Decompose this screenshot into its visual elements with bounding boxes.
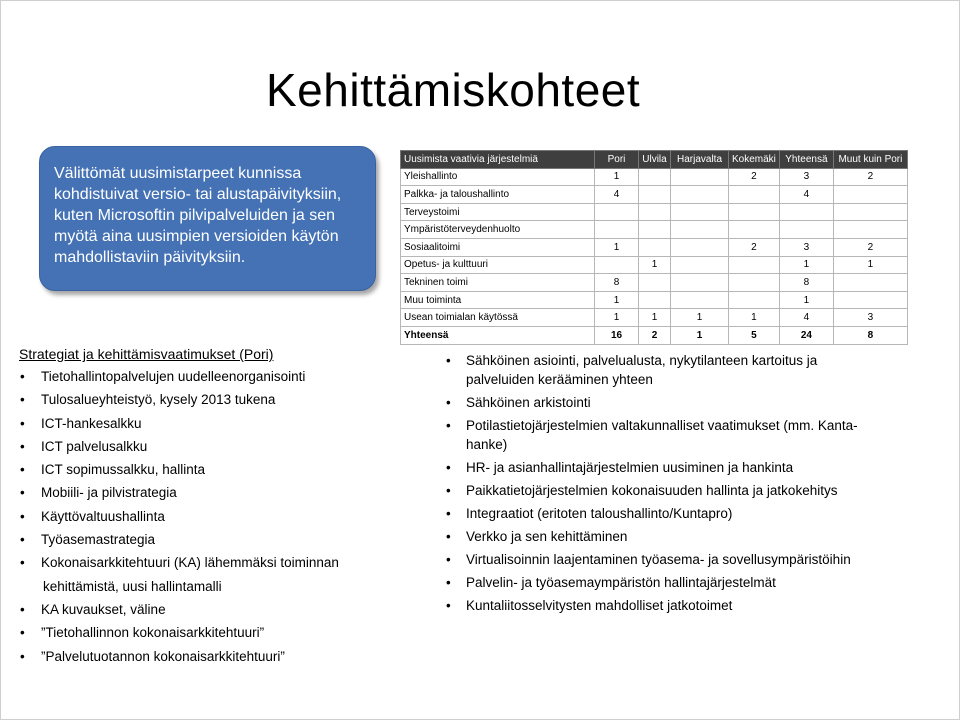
value-cell <box>671 274 729 292</box>
value-cell <box>779 203 833 221</box>
value-cell: 1 <box>595 291 639 309</box>
value-cell: 1 <box>671 309 729 327</box>
table-row <box>401 274 908 292</box>
development-item-line: Sähköinen asiointi, palvelualusta, nykytilanteen kartoitus ja <box>466 353 818 368</box>
value-cell <box>671 203 729 221</box>
strategy-item <box>19 578 339 601</box>
strategy-item <box>19 461 339 484</box>
bullet-icon: • <box>20 438 25 454</box>
strategy-item-text: Käyttövaltuushallinta <box>41 508 165 524</box>
development-item <box>446 416 858 454</box>
value-cell: 4 <box>779 309 833 327</box>
total-label-cell: Yhteensä <box>401 326 595 344</box>
table-row <box>401 221 908 239</box>
value-cell <box>833 203 907 221</box>
value-cell <box>639 203 671 221</box>
callout-line: kohdistuivat versio- tai alustapäivityksiin, <box>54 186 342 203</box>
strategy-item <box>19 508 339 531</box>
row-label-cell: Muu toiminta <box>401 291 595 309</box>
strategy-item <box>19 391 339 414</box>
bullet-icon: • <box>446 418 451 433</box>
strategy-item-text: ICT sopimussalkku, hallinta <box>41 462 206 478</box>
value-cell: 1 <box>595 168 639 186</box>
value-cell: 2 <box>833 238 907 256</box>
value-cell <box>639 291 671 309</box>
strategy-item <box>19 368 339 391</box>
table-header-cell: Yhteensä <box>779 151 833 169</box>
value-cell: 3 <box>779 238 833 256</box>
bullet-icon: • <box>20 415 25 431</box>
value-cell <box>639 274 671 292</box>
value-cell: 1 <box>639 309 671 327</box>
table-header-cell: Pori <box>595 151 639 169</box>
value-cell <box>671 238 729 256</box>
bullet-icon: • <box>446 552 451 567</box>
table-row <box>401 238 908 256</box>
value-cell: 2 <box>833 168 907 186</box>
value-cell <box>729 221 780 239</box>
value-cell: 2 <box>729 168 780 186</box>
table-row <box>401 291 908 309</box>
strategy-item-text: Mobiili- ja pilvistrategia <box>41 485 177 501</box>
strategy-item-text: ICT-hankesalkku <box>41 415 142 431</box>
value-cell <box>639 221 671 239</box>
row-label-cell: Palkka- ja taloushallinto <box>401 186 595 204</box>
strategy-item <box>19 648 339 671</box>
table-row <box>401 203 908 221</box>
development-item-line: Potilastietojärjestelmien valtakunnalliset vaatimukset (mm. Kanta- <box>466 418 858 433</box>
strategy-item-text: Tietohallintopalvelujen uudelleenorganisointi <box>41 369 306 384</box>
value-cell: 1 <box>639 256 671 274</box>
value-cell: 8 <box>779 274 833 292</box>
value-cell <box>671 256 729 274</box>
table-row <box>401 186 908 204</box>
bullet-icon: • <box>20 462 25 478</box>
bullet-icon: • <box>446 529 451 544</box>
development-item <box>446 573 858 592</box>
value-cell <box>833 291 907 309</box>
value-cell <box>639 186 671 204</box>
strategy-item-text: ”Tietohallinnon kokonaisarkkitehtuuri” <box>41 625 265 641</box>
development-item-line: Verkko ja sen kehittäminen <box>466 529 628 544</box>
bullet-icon: • <box>446 395 451 410</box>
value-cell <box>639 238 671 256</box>
development-item <box>446 351 858 389</box>
development-item <box>446 596 858 615</box>
strategy-item <box>19 554 339 577</box>
total-value-cell: 8 <box>833 326 907 344</box>
strategy-item <box>19 415 339 438</box>
value-cell <box>729 203 780 221</box>
value-cell: 2 <box>729 238 780 256</box>
row-label-cell: Opetus- ja kulttuuri <box>401 256 595 274</box>
total-value-cell: 16 <box>595 326 639 344</box>
development-item <box>446 504 858 523</box>
strategy-item-text: ICT palvelusalkku <box>41 438 148 454</box>
row-label-cell: Usean toimialan käytössä <box>401 309 595 327</box>
bullet-icon: • <box>20 392 25 408</box>
callout-box <box>39 146 376 291</box>
development-item-line: Sähköinen arkistointi <box>466 395 591 410</box>
strategy-item-text: ”Palvelutuotannon kokonaisarkkitehtuuri” <box>41 648 285 664</box>
bullet-icon: • <box>20 532 25 548</box>
strategies-list <box>19 368 339 671</box>
callout-line: mahdollistaviin päivityksiin. <box>54 249 246 266</box>
row-label-cell: Yleishallinto <box>401 168 595 186</box>
development-item <box>446 527 858 546</box>
strategy-item <box>19 531 339 554</box>
development-item-line: Integraatiot (eritoten taloushallinto/Kuntapro) <box>466 506 733 521</box>
development-item-line: Palvelin- ja työasemaympäristön hallintajärjestelmät <box>466 575 776 590</box>
value-cell <box>595 256 639 274</box>
value-cell <box>671 168 729 186</box>
bullet-icon: • <box>20 555 25 571</box>
development-item <box>446 550 858 569</box>
development-item-line: HR- ja asianhallintajärjestelmien uusiminen ja hankinta <box>466 460 794 475</box>
value-cell: 1 <box>595 238 639 256</box>
development-item <box>446 393 858 412</box>
value-cell <box>833 274 907 292</box>
development-list <box>446 351 858 619</box>
value-cell: 1 <box>779 256 833 274</box>
slide-title: Kehittämiskohteet <box>266 64 641 116</box>
value-cell <box>729 186 780 204</box>
total-value-cell: 24 <box>779 326 833 344</box>
strategy-item-text: Kokonaisarkkitehtuuri (KA) lähemmäksi toiminnan <box>41 555 339 571</box>
value-cell <box>833 221 907 239</box>
systems-table <box>400 150 908 345</box>
development-item-line: Kuntaliitosselvitysten mahdolliset jatkotoimet <box>466 598 733 613</box>
strategy-item-text: Tulosalueyhteistyö, kysely 2013 tukena <box>41 392 276 408</box>
value-cell <box>595 221 639 239</box>
value-cell <box>729 274 780 292</box>
strategy-item <box>19 484 339 507</box>
table-header-cell: Uusimista vaativia järjestelmiä <box>401 151 595 169</box>
total-value-cell: 1 <box>671 326 729 344</box>
callout-line: kuten Microsoftin pilvipalveluiden ja sen <box>54 207 336 224</box>
value-cell <box>779 221 833 239</box>
development-item-line: palveluiden kerääminen yhteen <box>466 372 653 387</box>
table-total-row <box>401 326 908 344</box>
table-header-cell: Ulvila <box>639 151 671 169</box>
value-cell: 1 <box>779 291 833 309</box>
table-row <box>401 168 908 186</box>
bullet-icon: • <box>20 508 25 524</box>
row-label-cell: Sosiaalitoimi <box>401 238 595 256</box>
value-cell <box>595 203 639 221</box>
strategy-item <box>19 438 339 461</box>
bullet-icon: • <box>20 369 25 384</box>
value-cell: 3 <box>833 309 907 327</box>
callout-line: Välittömät uusimistarpeet kunnissa <box>54 165 302 182</box>
value-cell: 8 <box>595 274 639 292</box>
value-cell: 1 <box>833 256 907 274</box>
value-cell <box>729 256 780 274</box>
development-item <box>446 481 858 500</box>
row-label-cell: Ympäristöterveydenhuolto <box>401 221 595 239</box>
table-row <box>401 309 908 327</box>
development-item-line: Paikkatietojärjestelmien kokonaisuuden hallinta ja jatkokehitys <box>466 483 838 498</box>
table-header-cell: Muut kuin Pori <box>833 151 907 169</box>
value-cell <box>639 168 671 186</box>
development-item <box>446 458 858 477</box>
bullet-icon: • <box>20 625 25 641</box>
value-cell: 1 <box>595 309 639 327</box>
strategy-item-text: kehittämistä, uusi hallintamalli <box>43 578 222 594</box>
callout-line: myötä aina uusimpien versioiden käytön <box>54 228 339 245</box>
bullet-icon: • <box>20 648 25 664</box>
value-cell: 3 <box>779 168 833 186</box>
strategy-item <box>19 601 339 624</box>
table-row <box>401 256 908 274</box>
value-cell: 1 <box>729 309 780 327</box>
bullet-icon: • <box>446 353 451 368</box>
strategy-item-text: Työasemastrategia <box>41 532 156 548</box>
bullet-icon: • <box>446 598 451 613</box>
table-header-cell: Kokemäki <box>729 151 780 169</box>
value-cell <box>671 221 729 239</box>
strategy-item <box>19 624 339 647</box>
row-label-cell: Terveystoimi <box>401 203 595 221</box>
bullet-icon: • <box>446 483 451 498</box>
value-cell: 4 <box>595 186 639 204</box>
value-cell <box>671 291 729 309</box>
table-header-cell: Harjavalta <box>671 151 729 169</box>
value-cell <box>729 291 780 309</box>
strategies-heading: Strategiat ja kehittämisvaatimukset (Pori) <box>19 346 274 362</box>
bullet-icon: • <box>446 460 451 475</box>
bullet-icon: • <box>20 601 25 617</box>
value-cell <box>671 186 729 204</box>
bullet-icon: • <box>20 485 25 501</box>
development-item-line: Virtualisoinnin laajentaminen työasema- ja sovellusympäristöihin <box>466 552 851 567</box>
value-cell: 4 <box>779 186 833 204</box>
table-header-row <box>401 151 908 169</box>
row-label-cell: Tekninen toimi <box>401 274 595 292</box>
development-item-line: hanke) <box>466 437 508 452</box>
total-value-cell: 5 <box>729 326 780 344</box>
strategy-item-text: KA kuvaukset, väline <box>41 601 166 617</box>
bullet-icon: • <box>446 506 451 521</box>
total-value-cell: 2 <box>639 326 671 344</box>
bullet-icon: • <box>446 575 451 590</box>
value-cell <box>833 186 907 204</box>
